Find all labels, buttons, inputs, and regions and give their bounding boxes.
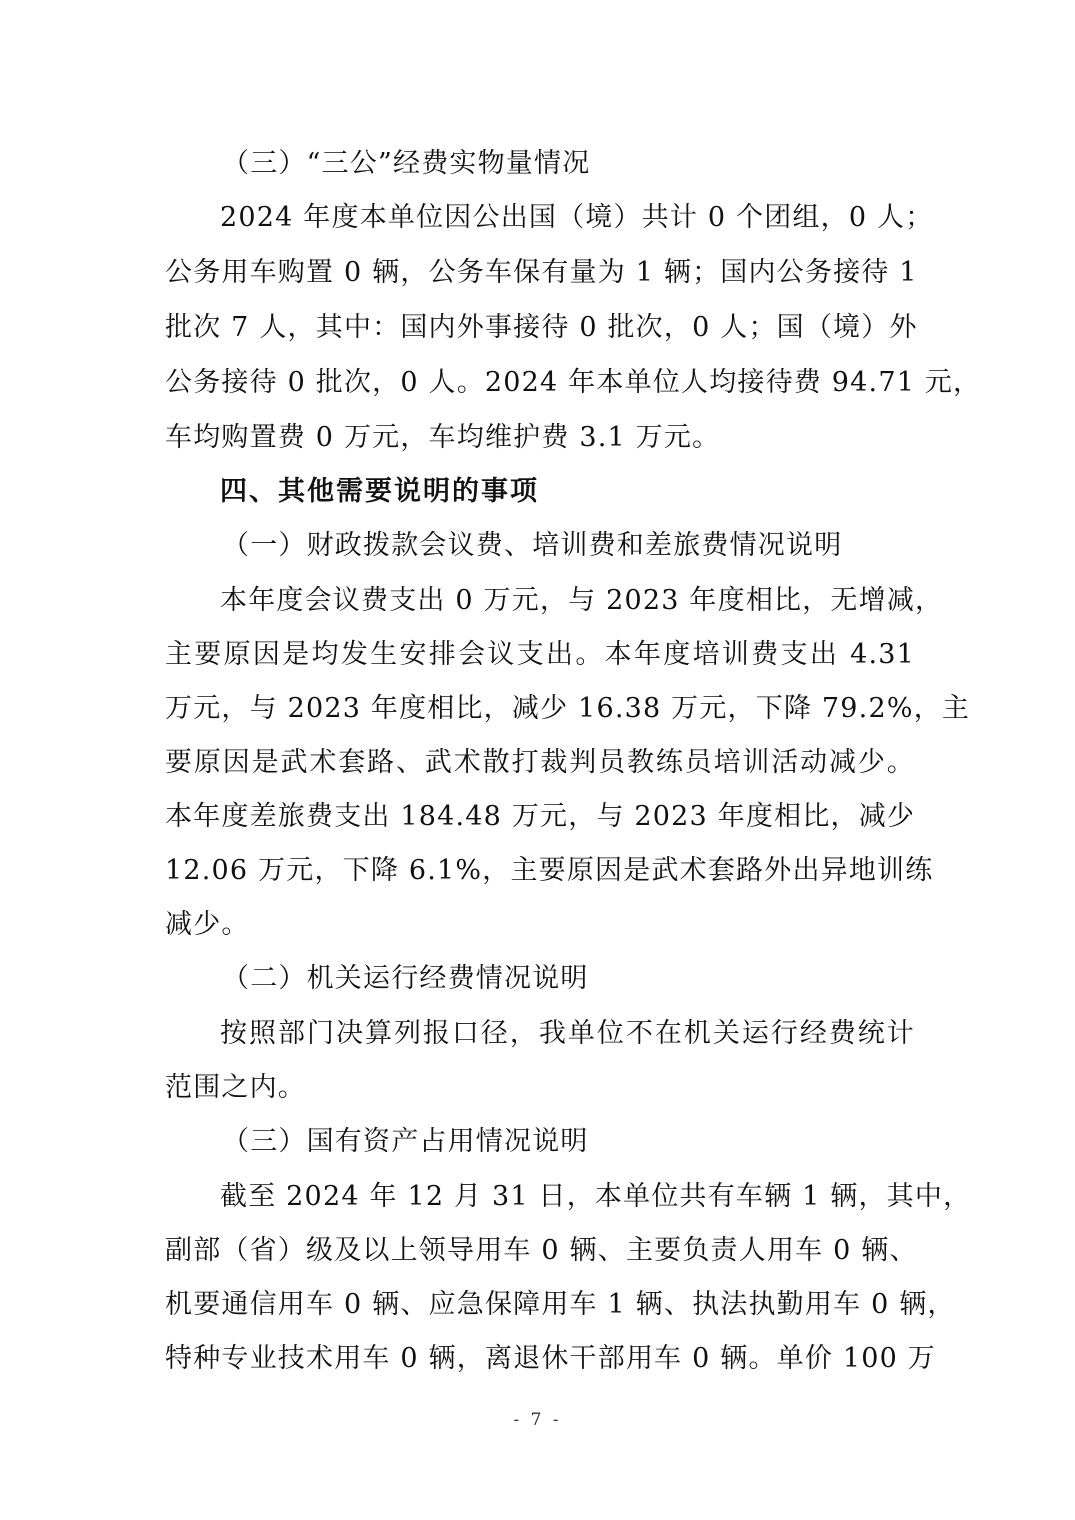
subsection-heading-agency-operating-expenses: （二）机关运行经费情况说明 xyxy=(222,963,589,994)
paragraph-line: 特种专业技术用车 0 辆，离退休干部用车 0 辆。单价 100 万 xyxy=(165,1343,936,1374)
paragraph-line: 主要原因是均发生安排会议支出。本年度培训费支出 4.31 xyxy=(165,639,915,670)
paragraph-line: 截至 2024 年 12 月 31 日，本单位共有车辆 1 辆，其中， xyxy=(220,1181,972,1212)
paragraph-line: 公务接待 0 批次，0 人。2024 年本单位人均接待费 94.71 元， xyxy=(165,367,982,398)
paragraph-line: 万元，与 2023 年度相比，减少 16.38 万元，下降 79.2%，主 xyxy=(165,693,971,724)
paragraph-line: 本年度会议费支出 0 万元，与 2023 年度相比，无增减， xyxy=(220,585,944,616)
page-number: - 7 - xyxy=(513,1410,562,1430)
paragraph-line: 2024 年度本单位因公出国（境）共计 0 个团组，0 人； xyxy=(220,202,934,233)
section-heading-three-public-expenses: （三）“三公”经费实物量情况 xyxy=(222,148,591,179)
paragraph-line: 要原因是武术套路、武术散打裁判员教练员培训活动减少。 xyxy=(165,747,915,778)
paragraph-line: 本年度差旅费支出 184.48 万元，与 2023 年度相比，减少 xyxy=(165,801,916,832)
paragraph-line: 公务用车购置 0 辆，公务车保有量为 1 辆；国内公务接待 1 xyxy=(165,257,918,288)
paragraph-line: 范围之内。 xyxy=(165,1072,306,1103)
paragraph-line: 车均购置费 0 万元，车均维护费 3.1 万元。 xyxy=(165,422,721,453)
paragraph-line: 机要通信用车 0 辆、应急保障用车 1 辆、执法执勤用车 0 辆， xyxy=(165,1289,956,1320)
paragraph-line: 批次 7 人，其中：国内外事接待 0 批次，0 人；国（境）外 xyxy=(165,312,918,343)
paragraph-line: 按照部门决算列报口径，我单位不在机关运行经费统计 xyxy=(220,1018,915,1049)
paragraph-line: 副部（省）级及以上领导用车 0 辆、主要负责人用车 0 辆、 xyxy=(165,1235,918,1266)
chapter-heading-other-matters: 四、其他需要说明的事项 xyxy=(220,476,539,507)
subsection-heading-meeting-training-travel: （一）财政拨款会议费、培训费和差旅费情况说明 xyxy=(222,530,843,561)
subsection-heading-state-assets: （三）国有资产占用情况说明 xyxy=(222,1126,589,1157)
paragraph-line: 12.06 万元，下降 6.1%，主要原因是武术套路外出异地训练 xyxy=(165,855,934,886)
paragraph-line: 减少。 xyxy=(165,909,250,940)
